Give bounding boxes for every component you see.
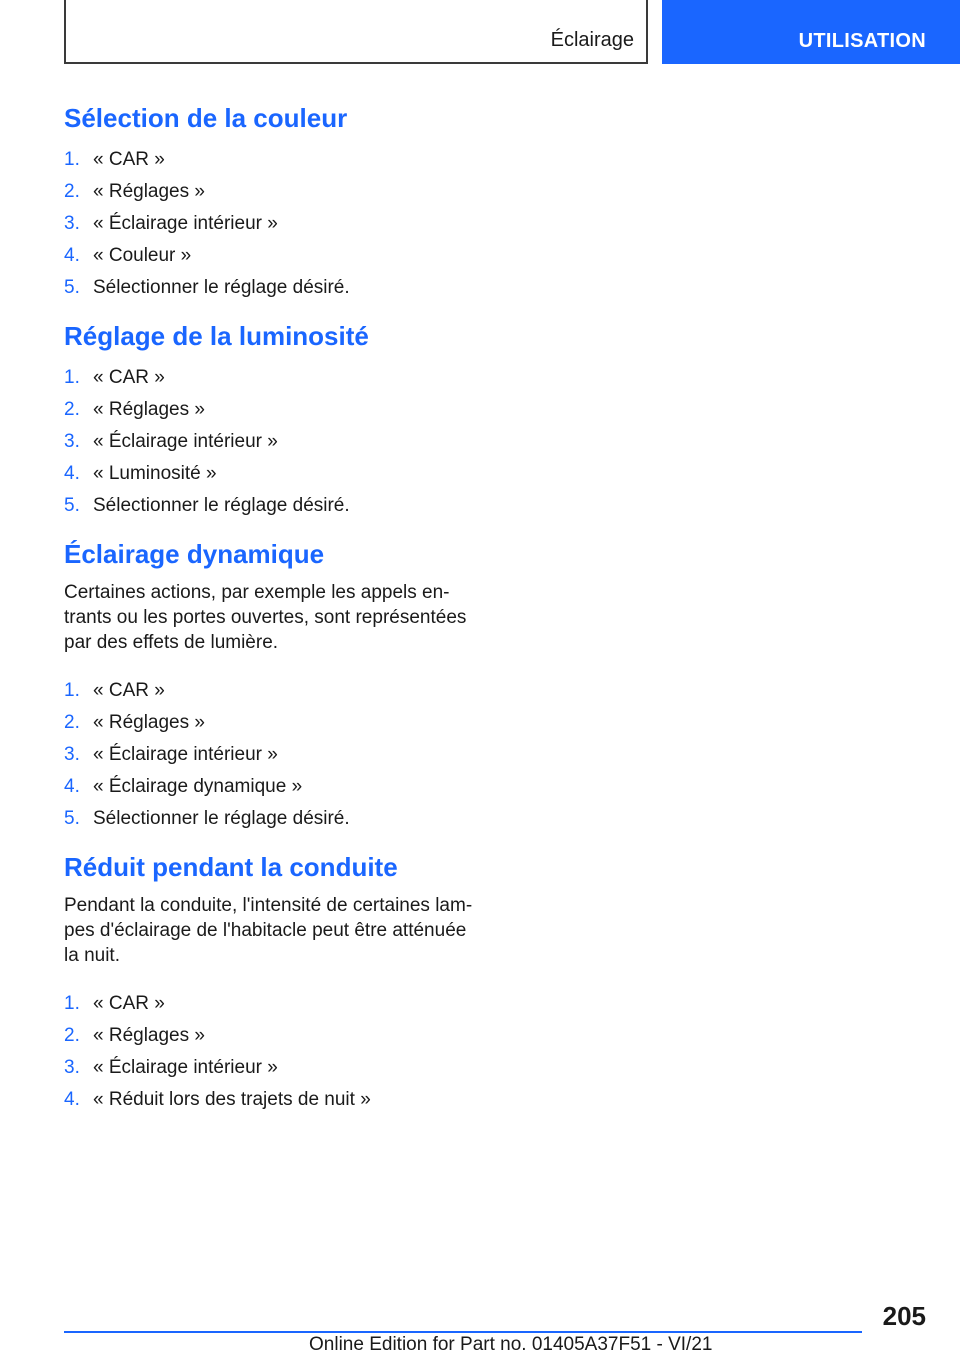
list-item	[64, 771, 484, 803]
list-item	[64, 1020, 484, 1052]
list-item	[64, 490, 484, 522]
step-number: 2.	[64, 399, 80, 420]
step-text: « CAR »	[93, 367, 165, 388]
list-item	[64, 707, 484, 739]
section-body: Certaines actions, par exemple les appels entrants ou les portes ouvertes, sont représentées par des effets de lumière.	[64, 582, 467, 653]
step-number: 3.	[64, 431, 80, 452]
page-number: 205	[882, 1301, 926, 1331]
list-item	[64, 240, 484, 272]
page-content	[64, 100, 484, 1130]
footer-divider	[64, 1331, 862, 1333]
list-item	[64, 675, 484, 707]
list-item	[64, 362, 484, 394]
header-chapter-label: UTILISATION	[798, 30, 926, 52]
step-text: « Réglages »	[93, 712, 205, 733]
step-number: 3.	[64, 744, 80, 765]
step-number: 5.	[64, 495, 80, 516]
step-text: « Éclairage intérieur »	[93, 744, 278, 765]
list-item	[64, 803, 484, 835]
step-text: Sélectionner le réglage désiré.	[93, 495, 350, 516]
step-text: « Réglages »	[93, 181, 205, 202]
section-brightness	[64, 318, 484, 522]
step-number: 2.	[64, 1025, 80, 1046]
section-title: Sélection de la couleur	[64, 103, 348, 133]
step-list	[64, 362, 484, 522]
step-text: « CAR »	[93, 993, 165, 1014]
step-number: 4.	[64, 245, 80, 266]
step-text: « Éclairage dynamique »	[93, 776, 303, 797]
step-text: « Réduit lors des trajets de nuit »	[93, 1089, 371, 1110]
section-reduced-while-driving	[64, 849, 484, 1116]
list-item	[64, 272, 484, 304]
step-number: 1.	[64, 149, 80, 170]
list-item	[64, 739, 484, 771]
step-text: « Couleur »	[93, 245, 192, 266]
list-item	[64, 144, 484, 176]
section-title: Réduit pendant la conduite	[64, 852, 398, 882]
list-item	[64, 1084, 484, 1116]
section-title: Réglage de la luminosité	[64, 321, 369, 351]
step-text: Sélectionner le réglage désiré.	[93, 808, 350, 829]
list-item	[64, 208, 484, 240]
step-number: 5.	[64, 808, 80, 829]
step-text: Sélectionner le réglage désiré.	[93, 277, 350, 298]
step-text: « Luminosité »	[93, 463, 217, 484]
step-text: « CAR »	[93, 149, 165, 170]
step-number: 3.	[64, 1057, 80, 1078]
list-item	[64, 176, 484, 208]
step-number: 1.	[64, 367, 80, 388]
header-chapter-tab	[662, 0, 960, 64]
list-item	[64, 394, 484, 426]
list-item	[64, 426, 484, 458]
step-number: 4.	[64, 463, 80, 484]
list-item	[64, 988, 484, 1020]
step-text: « Réglages »	[93, 399, 205, 420]
header-box	[64, 0, 648, 64]
step-number: 4.	[64, 776, 80, 797]
step-list	[64, 988, 484, 1116]
section-title: Éclairage dynamique	[64, 539, 325, 569]
step-number: 3.	[64, 213, 80, 234]
section-color-selection	[64, 100, 484, 304]
step-list	[64, 675, 484, 835]
step-text: « Réglages »	[93, 1025, 205, 1046]
step-text: « Éclairage intérieur »	[93, 431, 278, 452]
step-number: 5.	[64, 277, 80, 298]
step-number: 2.	[64, 181, 80, 202]
section-body: Pendant la conduite, l'intensité de certaines lampes d'éclairage de l'habitacle peut être atténuée la nuit.	[64, 895, 473, 966]
step-text: « CAR »	[93, 680, 165, 701]
step-number: 4.	[64, 1089, 80, 1110]
footer-edition-text: Online Edition for Part no. 01405A37F51 - VI/21	[309, 1334, 713, 1355]
list-item	[64, 458, 484, 490]
section-dynamic-lighting	[64, 536, 484, 835]
step-number: 1.	[64, 993, 80, 1014]
step-number: 2.	[64, 712, 80, 733]
header-section-title: Éclairage	[550, 29, 634, 51]
step-list	[64, 144, 484, 304]
step-text: « Éclairage intérieur »	[93, 213, 278, 234]
step-number: 1.	[64, 680, 80, 701]
list-item	[64, 1052, 484, 1084]
step-text: « Éclairage intérieur »	[93, 1057, 278, 1078]
